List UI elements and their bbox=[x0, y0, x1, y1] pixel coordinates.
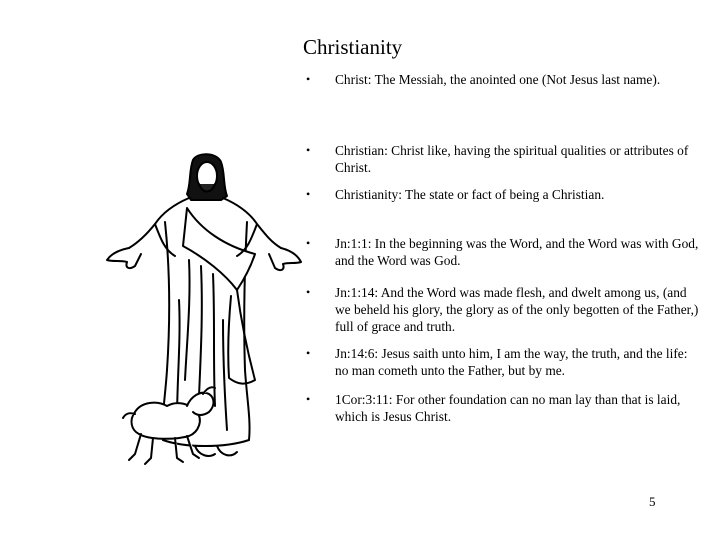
bullet-text: Jn:1:14: And the Word was made flesh, and dwelt among us, (and we beheld his glory, the glory as of the only begotten of the Father,) full of grace and truth. bbox=[335, 285, 699, 334]
bullet-marker: • bbox=[306, 236, 311, 250]
bullet-text: Christ: The Messiah, the anointed one (Not Jesus last name). bbox=[335, 72, 661, 87]
bullet-marker: • bbox=[306, 187, 311, 201]
bullet-marker: • bbox=[306, 72, 311, 86]
bullet-text: Jn:1:1: In the beginning was the Word, and the Word was with God, and the Word was God. bbox=[335, 236, 699, 268]
bullet-marker: • bbox=[306, 285, 311, 299]
bullet-marker: • bbox=[306, 143, 311, 157]
jesus-with-lamb-illustration bbox=[105, 150, 305, 470]
slide-title: Christianity bbox=[303, 35, 403, 59]
bullet-text: 1Cor:3:11: For other foundation can no man lay than that is laid, which is Jesus Christ. bbox=[335, 392, 681, 424]
bullet-marker: • bbox=[306, 346, 311, 360]
bullet-marker: • bbox=[306, 392, 311, 406]
bullet-text: Christianity: The state or fact of being a Christian. bbox=[335, 187, 605, 202]
bullet-text: Christian: Christ like, having the spiritual qualities or attributes of Christ. bbox=[335, 143, 689, 175]
bullet-text: Jn:14:6: Jesus saith unto him, I am the way, the truth, and the life: no man cometh unto the Father, but by me. bbox=[335, 346, 688, 378]
page-number: 5 bbox=[649, 494, 656, 509]
